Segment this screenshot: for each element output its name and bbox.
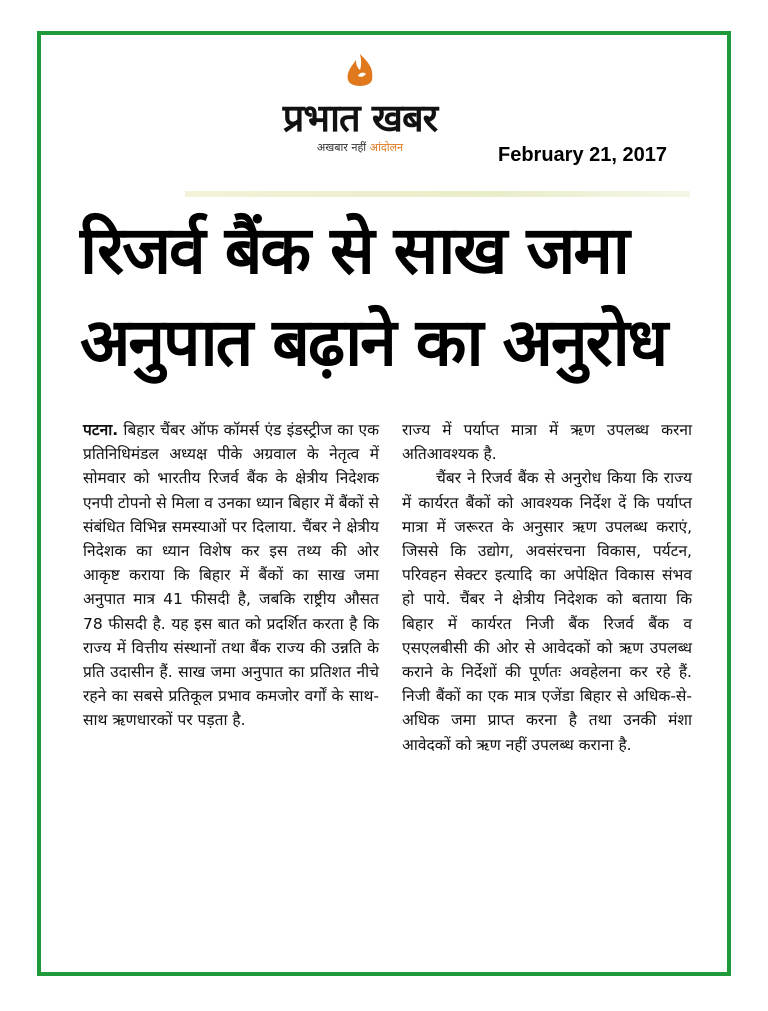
tagline-highlight: आंदोलन (369, 141, 404, 154)
header-rule (185, 191, 690, 197)
masthead-name: प्रभात खबर (282, 95, 438, 140)
headline (80, 205, 680, 389)
article-paragraph: राज्य में पर्याप्त मात्रा में ऋण उपलब्ध करना अतिआवश्यक है. (402, 421, 692, 464)
publication-date: February 21, 2017 (498, 144, 667, 166)
dateline: पटना. (83, 421, 119, 439)
masthead-logo (270, 52, 450, 182)
article-column-2 (402, 418, 692, 757)
masthead-tagline (270, 140, 450, 155)
flame-icon (340, 52, 380, 92)
headline-line-1: रिजर्व बैंक से साख जमा (80, 212, 628, 289)
article-column-1 (83, 418, 379, 733)
headline-line-2: अनुपात बढ़ाने का अनुरोध (80, 304, 667, 381)
article-text-col1: बिहार चैंबर ऑफ कॉमर्स एंड इंडस्ट्रीज का एक प्रतिनिधिमंडल अध्यक्ष पीके अग्रवाल के नेतृत्व में सोमवार को भारतीय रिजर्व बैंक के क्षेत्रीय निदेशक एनपी टोपनो से मिला व उनका ध्यान बिहार में बैंकों से संबंधित विभिन्न समस्याओं पर दिलाया. चैंबर ने क्षेत्रीय निदेशक का ध्यान विशेष कर इस तथ्य की ओर आकृष्ट कराया कि बिहार में बैंकों का साख जमा अनुपात मात्र 41 फीसदी है, जबकि राष्ट्रीय औसत 78 फीसदी है. यह इस बात को प्रदर्शित करता है कि राज्य में वित्तीय संस्थानों तथा बैंक राज्य की उन्नति के प्रति उदासीन हैं. साख जमा अनुपात का प्रतिशत नीचे रहने का सबसे प्रतिकूल प्रभाव कमजोर वर्गों के साथ-साथ ऋणधारकों पर पड़ता है. (83, 421, 379, 730)
tagline-text: अखबार नहीं (316, 141, 370, 154)
article-paragraph: चैंबर ने रिजर्व बैंक से अनुरोध किया कि राज्य में कार्यरत बैंकों को आवश्यक निर्देश दें कि पर्याप्त मात्रा में जरूरत के अनुसार ऋण उपलब्ध कराएं, जिससे कि उद्योग, अवसंरचना विकास, पर्यटन, परिवहन सेक्टर इत्यादि का अपेक्षित विकास संभव हो पाये. चैंबर ने क्षेत्रीय निदेशक को बताया कि बिहार में कार्यरत निजी बैंक रिजर्व बैंक व एसएलबीसी की ओर से आवेदकों को ऋण उपलब्ध कराने के निर्देशों की पूर्णतः अवहेलना कर रहे हैं. निजी बैंकों का एक मात्र एजेंडा बिहार से अधिक-से-अधिक जमा प्राप्त करना है तथा उनकी मंशा आवेदकों को ऋण नहीं उपलब्ध कराना है. (402, 469, 692, 754)
